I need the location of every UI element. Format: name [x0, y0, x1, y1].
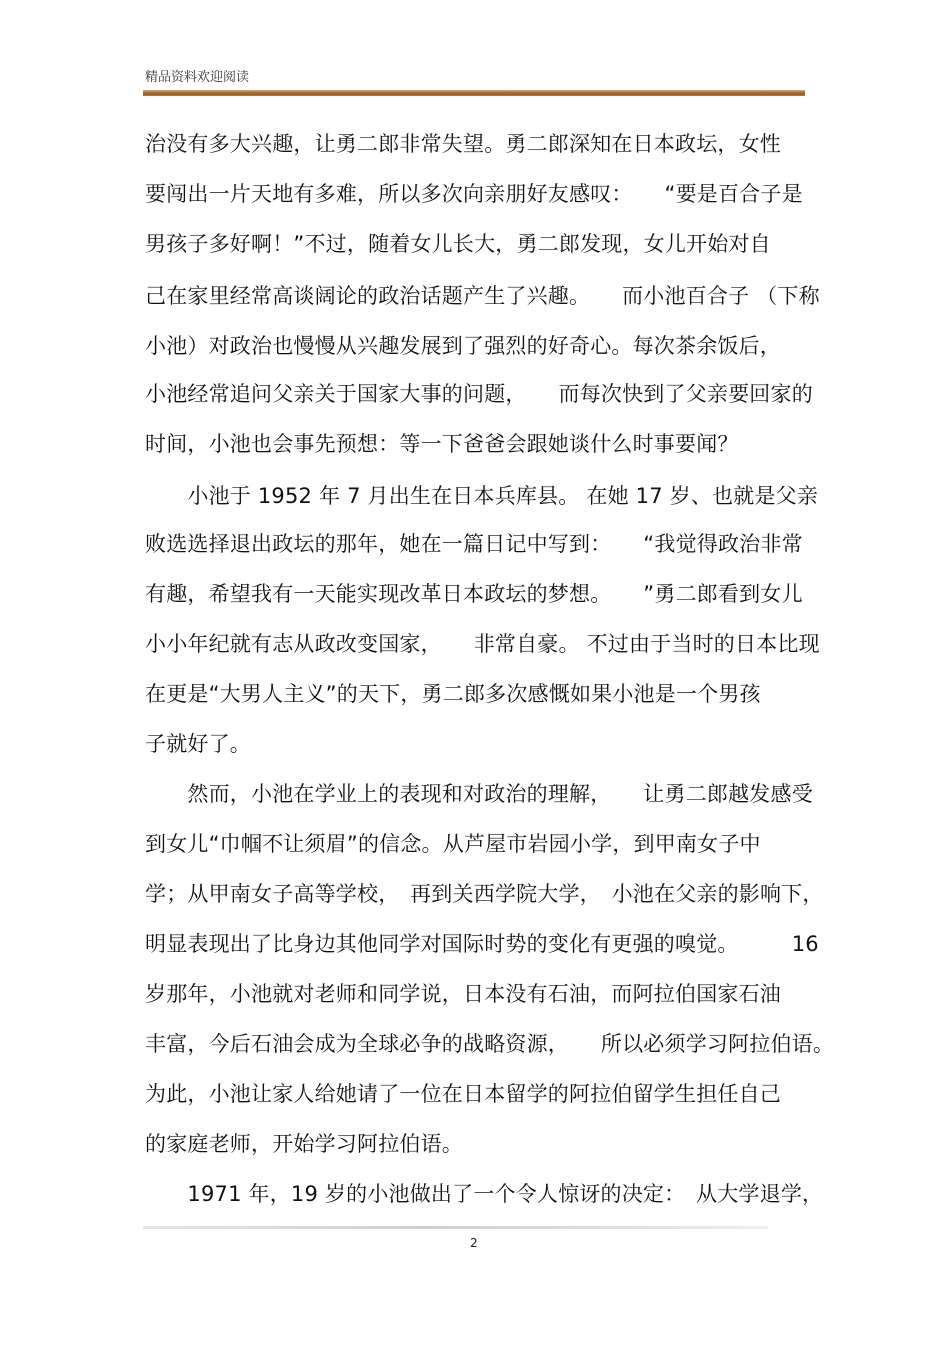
- text-line: 在更是“大男人主义”的天下，勇二郎多次感慨如果小池是一个男孩: [145, 682, 761, 706]
- header-text: 精品资料欢迎阅读: [145, 70, 250, 85]
- text-line: 要闯出一片天地有多难，所以多次向亲朋好友感叹： “要是百合子是: [145, 182, 803, 206]
- text-line: 小池于 1952 年 7 月出生在日本兵库县。 在她 17 岁、也就是父亲: [145, 484, 819, 508]
- text-line: 学；从甲南女子高等学校， 再到关西学院大学， 小池在父亲的影响下，: [145, 882, 824, 906]
- text-line: 时间，小池也会事先预想：等一下爸爸会跟她谈什么时事要闻？: [145, 432, 739, 456]
- text-line: 的家庭老师，开始学习阿拉伯语。: [145, 1132, 463, 1156]
- text-line: 治没有多大兴趣，让勇二郎非常失望。勇二郎深知在日本政坛，女性: [145, 132, 781, 156]
- text-line: 1971 年，19 岁的小池做出了一个令人惊讶的决定： 从大学退学，: [145, 1182, 824, 1206]
- text-line: 有趣，希望我有一天能实现改革日本政坛的梦想。 ”勇二郎看到女儿: [145, 582, 803, 606]
- text-line: 丰富，今后石油会成为全球必争的战略资源， 所以必须学习阿拉伯语。: [145, 1032, 835, 1056]
- text-line: 岁那年，小池就对老师和同学说，日本没有石油，而阿拉伯国家石油: [145, 982, 781, 1006]
- header-rule: [143, 90, 805, 96]
- text-line: 到女儿“巾帼不让须眉”的信念。从芦屋市岩园小学，到甲南女子中: [145, 832, 761, 856]
- page-number: 2: [470, 1236, 478, 1250]
- footer-rule: [143, 1226, 768, 1229]
- text-line: 子就好了。: [145, 732, 251, 756]
- text-line: 男孩子多好啊！”不过，随着女儿长大，勇二郎发现，女儿开始对自: [145, 232, 771, 256]
- text-line: 小池）对政治也慢慢从兴趣发展到了强烈的好奇心。每次茶余饭后，: [145, 334, 781, 358]
- text-line: 小小年纪就有志从政改变国家， 非常自豪。 不过由于当时的日本比现: [145, 632, 820, 656]
- text-line: 然而，小池在学业上的表现和对政治的理解， 让勇二郎越发感受: [145, 782, 813, 806]
- text-line: 为此，小池让家人给她请了一位在日本留学的阿拉伯留学生担任自己: [145, 1082, 781, 1106]
- text-line: 小池经常追问父亲关于国家大事的问题， 而每次快到了父亲要回家的: [145, 382, 813, 406]
- text-line: 己在家里经常高谈阔论的政治话题产生了兴趣。 而小池百合子 （下称: [145, 284, 820, 308]
- text-line: 明显表现出了比身边其他同学对国际时势的变化有更强的嗅觉。 16: [145, 932, 819, 956]
- text-line: 败选选择退出政坛的那年，她在一篇日记中写到： “我觉得政治非常: [145, 532, 803, 556]
